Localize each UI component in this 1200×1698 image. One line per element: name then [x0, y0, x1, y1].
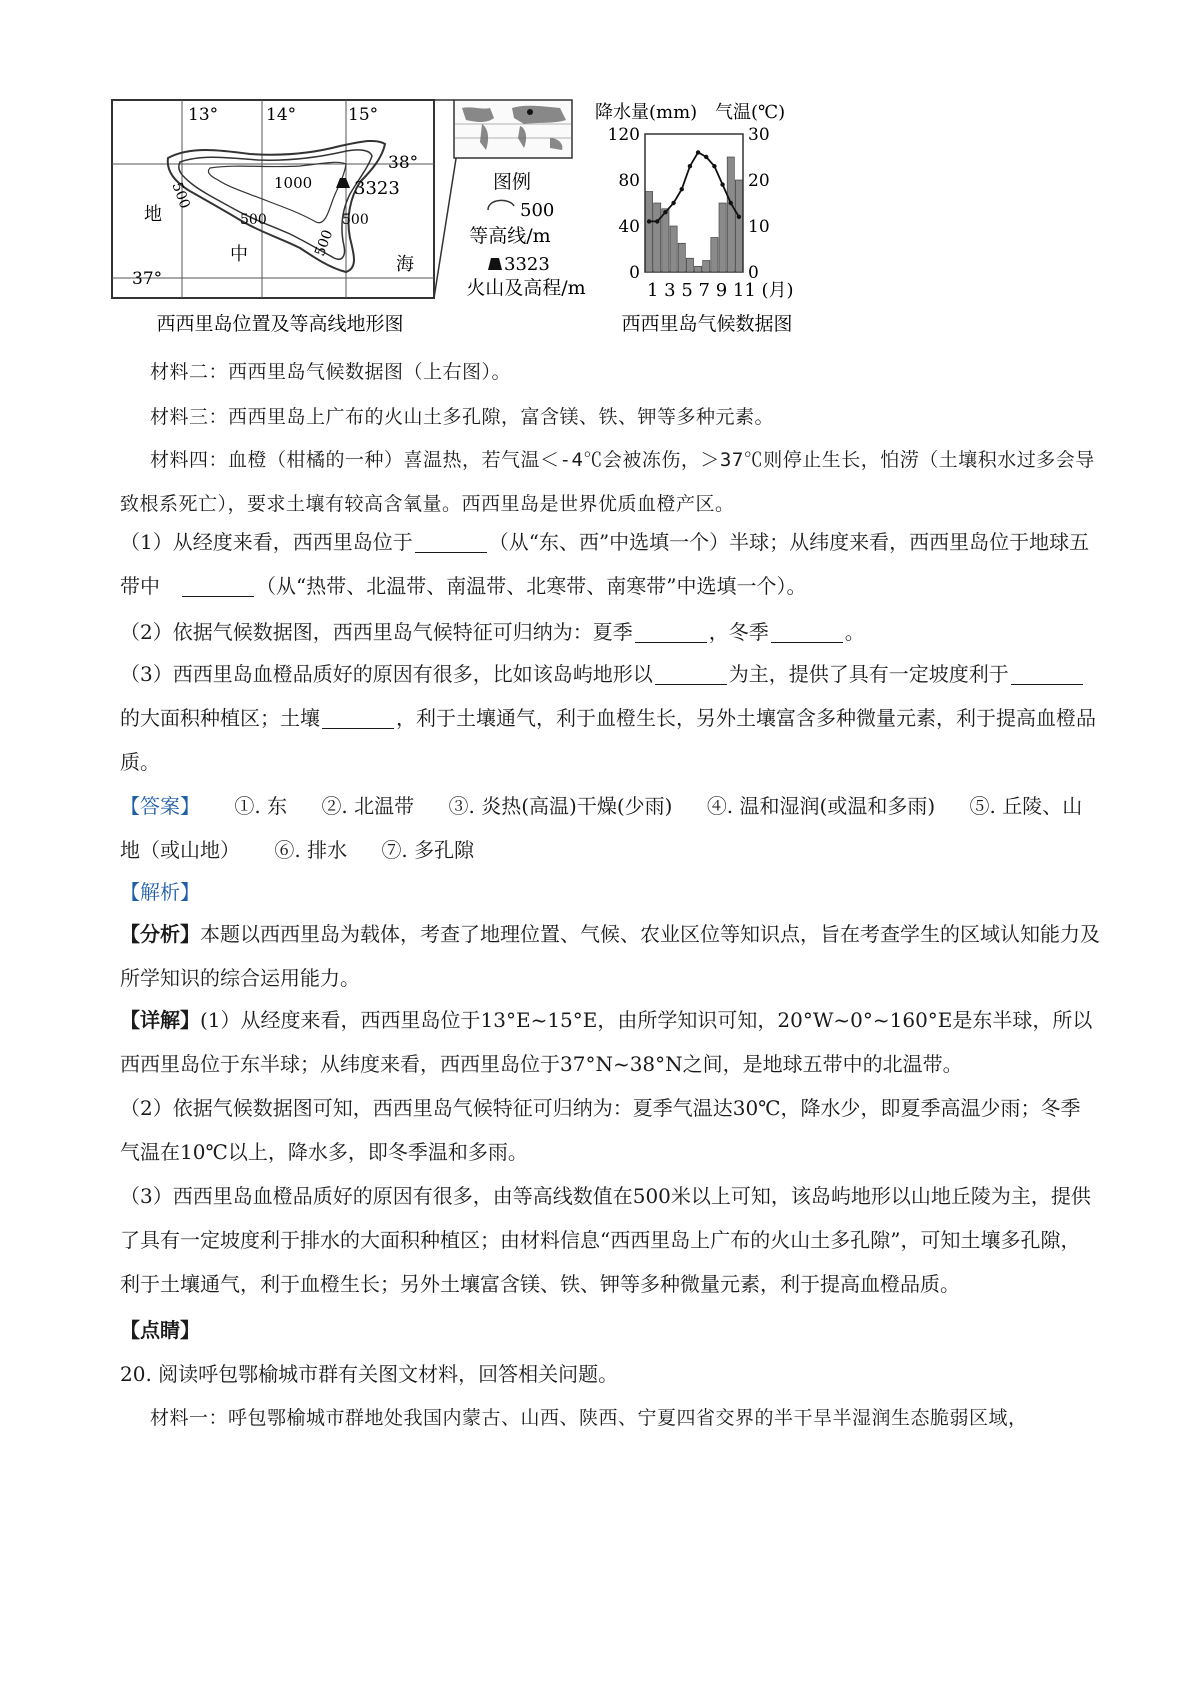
material-1-q20: 材料一：呼包鄂榆城市群地处我国内蒙古、山西、陕西、宁夏四省交界的半干旱半湿润生态脆弱区域，: [150, 1407, 1028, 1429]
temp-point-10: [720, 182, 724, 186]
blank-1[interactable]: [415, 530, 487, 553]
climate-chart: [595, 98, 835, 378]
precip-bar-12: [735, 180, 742, 272]
legend-volcano-text: 火山及高程/m: [466, 277, 586, 299]
blank-6[interactable]: [1011, 662, 1083, 685]
temp-point-12: [737, 215, 741, 219]
contour-label-500c: 500: [342, 212, 369, 228]
temp-point-7: [696, 150, 700, 154]
question-2: （2）依据气候数据图，西西里岛气候特征可归纳为：夏季 ，冬季 。: [120, 620, 865, 644]
temp-point-6: [688, 164, 692, 168]
fenxi-tag: 【分析】: [120, 922, 200, 946]
peak-label: 3323: [354, 178, 400, 199]
precip-bar-9: [711, 238, 718, 273]
answer-4: ④. 温和湿润(或温和多雨): [706, 794, 936, 818]
right-tick-10: 10: [748, 217, 770, 237]
fenxi-block: [120, 912, 1100, 1000]
detail-2: （2）依据气候数据图可知，西西里岛气候特征可归纳为：夏季气温达30℃，降水少，即夏季高温少雨；冬季气温在10℃以上，降水多，即冬季温和多雨。: [120, 1096, 1081, 1164]
legend-contour-value: 500: [520, 200, 555, 221]
precip-bar-4: [670, 226, 677, 272]
left-tick-40: 40: [618, 217, 640, 237]
legend-contour-text: 等高线/m: [469, 225, 551, 247]
legend-volcano-icon: [488, 258, 502, 270]
question-20: 20. 阅读呼包鄂榆城市群有关图文材料，回答相关问题。: [120, 1362, 619, 1386]
lon-label-15: 15°: [348, 105, 379, 125]
lat-label-37: 37°: [132, 269, 163, 289]
precip-bar-3: [662, 209, 669, 272]
blank-4[interactable]: [771, 620, 843, 643]
contour-label-500d: 500: [312, 227, 337, 259]
x-axis-label: 1 3 5 7 9 11 (月): [647, 280, 794, 301]
precip-bar-11: [727, 157, 734, 272]
sea-char-2: 中: [230, 244, 248, 265]
precip-bar-6: [686, 258, 693, 272]
precip-bar-2: [654, 203, 661, 272]
left-tick-120: 120: [607, 125, 640, 145]
blank-7[interactable]: [322, 706, 394, 729]
material-2: 材料二：西西里岛气候数据图（上右图）。: [150, 361, 512, 383]
detail-3: （3）西西里岛血橙品质好的原因有很多，由等高线数值在500米以上可知，该岛屿地形以山地丘陵为主，提供了具有一定坡度利于排水的大面积种植区；由材料信息“西西里岛上广布的火山土多孔隙”，可知土壤多孔隙，利于土壤通气，利于血橙生长；另外土壤富含镁、铁、钾等多种微量元素，利于提高血橙品质。: [120, 1184, 1091, 1296]
right-tick-20: 20: [748, 171, 770, 191]
temp-point-4: [671, 201, 675, 205]
answer-6: ⑥. 排水: [274, 838, 348, 862]
blank-2[interactable]: [182, 574, 254, 597]
analysis-tag: 【解析】: [120, 880, 200, 904]
legend-volcano-value: 3323: [504, 254, 550, 275]
sea-char-3: 海: [396, 254, 414, 275]
lon-label-14: 14°: [266, 105, 297, 125]
xiangjie-block: [120, 998, 1100, 1086]
question-3: （3）西西里岛血橙品质好的原因有很多，比如该岛屿地形以 为主，提供了具有一定坡度利于的大面积种植区；土壤 ，利于土壤通气，利于血橙生长，另外土壤富含多种微量元素，利于提高血橙品质。: [120, 662, 1096, 774]
precip-bar-10: [719, 203, 726, 272]
right-axis-title: 气温(℃): [715, 102, 786, 123]
fenxi-text: 本题以西西里岛为载体，考查了地理位置、气候、农业区位等知识点，旨在考查学生的区域认知能力及所学知识的综合运用能力。: [120, 922, 1100, 990]
temp-point-1: [647, 219, 651, 223]
question-1: （1）从经度来看，西西里岛位于 （从“东、西”中选填一个）半球；从纬度来看，西西里岛位于地球五带中 （从“热带、北温带、南温带、北寒带、南寒带”中选填一个）。: [120, 530, 1090, 598]
left-axis-title: 降水量(mm): [595, 102, 698, 123]
blank-5[interactable]: [655, 662, 727, 685]
right-tick-0: 0: [748, 263, 759, 283]
left-tick-80: 80: [618, 171, 640, 191]
map-caption: 西西里岛位置及等高线地形图: [156, 313, 404, 335]
sea-char-1: 地: [144, 204, 162, 225]
dianjing-tag: 【点睛】: [120, 1318, 200, 1342]
precip-bar-8: [703, 261, 710, 273]
xiangjie-tag: 【详解】: [120, 1008, 200, 1032]
blank-3[interactable]: [635, 620, 707, 643]
answer-3: ③. 炎热(高温)干燥(少雨): [448, 794, 673, 818]
legend-title: 图例: [492, 171, 532, 193]
answer-1: ①. 东: [234, 794, 288, 818]
answer-2: ②. 北温带: [321, 794, 415, 818]
precip-bar-1: [646, 192, 653, 273]
right-tick-30: 30: [748, 125, 770, 145]
contour-label-500a: 500: [168, 180, 193, 211]
contour-label-1000: 1000: [274, 174, 313, 192]
temp-point-9: [712, 164, 716, 168]
precip-bar-7: [695, 266, 702, 272]
answer-5: ⑤. 丘陵、山地（或山地）: [120, 794, 1083, 862]
detail-1: (1）从经度来看，西西里岛位于13°E~15°E，由所学知识可知，20°W~0°~160°E是东半球，所以西西里岛位于东半球；从纬度来看，西西里岛位于37°N~38°N之间，是地球五带中的北温带。: [120, 1008, 1093, 1076]
temp-point-3: [663, 210, 667, 214]
lon-label-13: 13°: [188, 105, 219, 125]
material-4: 材料四：血橙（柑橘的一种）喜温热，若气温＜-4℃会被冻伤，＞37℃则停止生长，怕涝（土壤积水过多会导致根系死亡），要求土壤有较高含氧量。西西里岛是世界优质血橙产区。: [120, 449, 1095, 515]
answer-7: ⑦. 多孔隙: [381, 838, 475, 862]
volcano-peak-icon: [336, 178, 350, 188]
answer-block: [120, 784, 1100, 872]
temp-point-8: [704, 155, 708, 159]
left-tick-0: 0: [629, 263, 640, 283]
contour-label-500b: 500: [240, 212, 267, 228]
lat-label-38: 38°: [388, 153, 419, 173]
temp-point-11: [729, 201, 733, 205]
temp-point-2: [655, 219, 659, 223]
legend-contour-icon: [488, 200, 514, 210]
material-3: 材料三：西西里岛上广布的火山土多孔隙，富含镁、铁、钾等多种元素。: [150, 406, 775, 428]
precip-bar-5: [678, 243, 685, 272]
climate-caption: 西西里岛气候数据图: [621, 313, 793, 335]
temp-point-5: [680, 187, 684, 191]
figure-area: [110, 98, 1110, 378]
answer-tag: 【答案】: [120, 794, 200, 818]
